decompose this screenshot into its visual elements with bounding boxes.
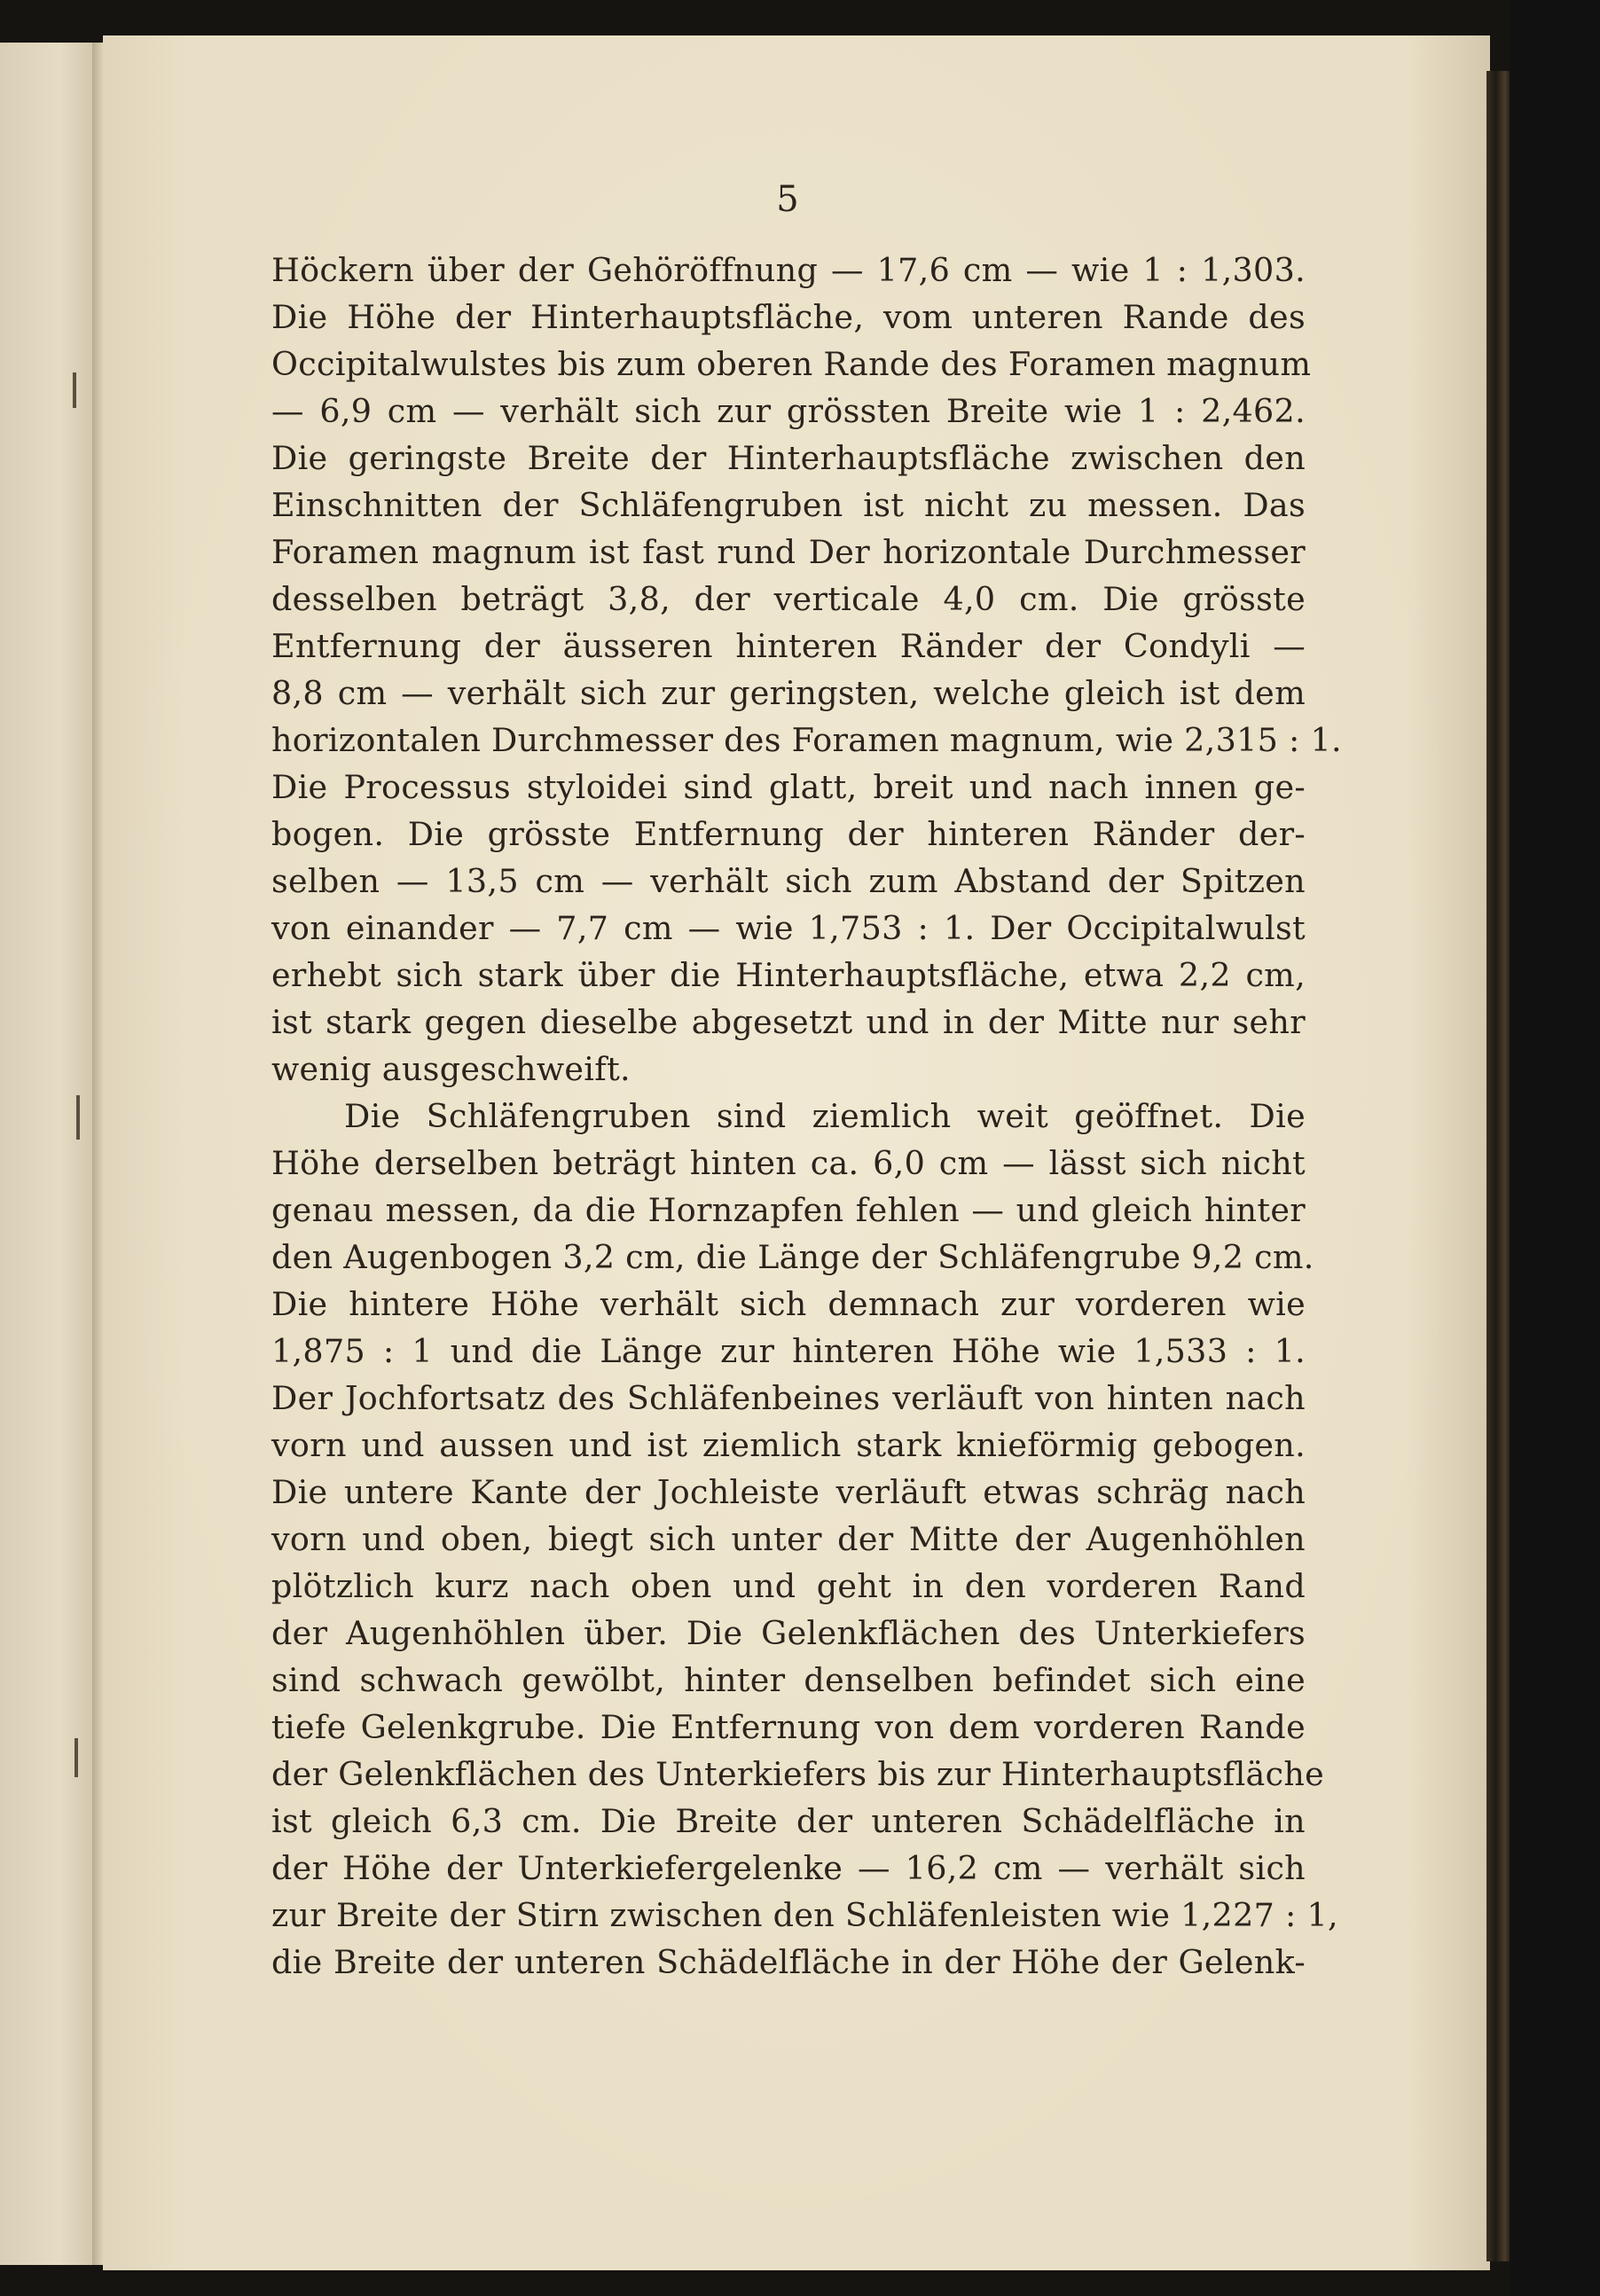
text-line: Die Höhe der Hinterhauptsfläche, vom unteren Rande des bbox=[271, 298, 1306, 336]
text-line: 1,875 : 1 und die Länge zur hinteren Höhe wie 1,533 : 1. bbox=[271, 1332, 1306, 1370]
text-line: Die geringste Breite der Hinterhauptsfläche zwischen den bbox=[271, 439, 1306, 477]
text-line: ist stark gegen dieselbe abgesetzt und in der Mitte nur sehr bbox=[271, 1003, 1306, 1041]
text-line: Die hintere Höhe verhält sich demnach zur vorderen wie bbox=[271, 1285, 1306, 1323]
text-line: zur Breite der Stirn zwischen den Schläfenleisten wie 1,227 : 1, bbox=[271, 1896, 1338, 1934]
margin-mark bbox=[75, 1738, 78, 1777]
facing-page-edge bbox=[0, 43, 99, 2265]
text-line: horizontalen Durchmesser des Foramen magnum, wie 2,315 : 1. bbox=[271, 721, 1342, 759]
text-line: Foramen magnum ist fast rund Der horizontale Durchmesser bbox=[271, 533, 1306, 571]
text-line: sind schwach gewölbt, hinter denselben befindet sich eine bbox=[271, 1661, 1306, 1699]
margin-mark bbox=[76, 1095, 80, 1140]
text-line: der Höhe der Unterkiefergelenke — 16,2 cm — verhält sich bbox=[271, 1849, 1306, 1887]
text-line: 8,8 cm — verhält sich zur geringsten, welche gleich ist dem bbox=[271, 674, 1306, 712]
text-line: selben — 13,5 cm — verhält sich zum Abstand der Spitzen bbox=[271, 862, 1306, 900]
text-line: Die Processus styloidei sind glatt, breit und nach innen ge- bbox=[271, 768, 1306, 806]
text-line: erhebt sich stark über die Hinterhauptsfläche, etwa 2,2 cm, bbox=[271, 956, 1306, 994]
text-line: die Breite der unteren Schädelfläche in der Höhe der Gelenk- bbox=[271, 1943, 1306, 1981]
text-line: den Augenbogen 3,2 cm, die Länge der Schläfengrube 9,2 cm. bbox=[271, 1238, 1314, 1276]
text-line: Höhe derselben beträgt hinten ca. 6,0 cm — lässt sich nicht bbox=[271, 1144, 1306, 1182]
text-line: vorn und oben, biegt sich unter der Mitte der Augenhöhlen bbox=[271, 1520, 1306, 1558]
text-line: ist gleich 6,3 cm. Die Breite der unteren Schädelfläche in bbox=[271, 1802, 1306, 1840]
text-line: Occipitalwulstes bis zum oberen Rande des Foramen magnum bbox=[271, 345, 1312, 383]
margin-mark bbox=[73, 372, 76, 408]
text-line: vorn und aussen und ist ziemlich stark knieförmig gebogen. bbox=[271, 1426, 1306, 1464]
text-line: desselben beträgt 3,8, der verticale 4,0 cm. Die grösste bbox=[271, 580, 1306, 618]
text-line: genau messen, da die Hornzapfen fehlen — und gleich hinter bbox=[271, 1191, 1306, 1229]
text-line: von einander — 7,7 cm — wie 1,753 : 1. Der Occipitalwulst bbox=[271, 909, 1306, 947]
text-line: bogen. Die grösste Entfernung der hinteren Ränder der- bbox=[271, 815, 1306, 853]
text-line: — 6,9 cm — verhält sich zur grössten Breite wie 1 : 2,462. bbox=[271, 392, 1306, 430]
text-line: Die untere Kante der Jochleiste verläuft etwas schräg nach bbox=[271, 1473, 1306, 1511]
text-line: wenig ausgeschweift. bbox=[271, 1050, 631, 1088]
page-number: 5 bbox=[776, 179, 799, 220]
text-line: der Gelenkflächen des Unterkiefers bis zur Hinterhauptsfläche bbox=[271, 1755, 1325, 1793]
text-line: Der Jochfortsatz des Schläfenbeines verläuft von hinten nach bbox=[271, 1379, 1306, 1417]
book-spine-edge bbox=[1486, 71, 1510, 2261]
text-line: Einschnitten der Schläfengruben ist nicht zu messen. Das bbox=[271, 486, 1306, 524]
text-line: Entfernung der äusseren hinteren Ränder der Condyli — bbox=[271, 627, 1306, 665]
text-line: tiefe Gelenkgrube. Die Entfernung von dem vorderen Rande bbox=[271, 1708, 1306, 1746]
text-line: der Augenhöhlen über. Die Gelenkflächen des Unterkiefers bbox=[271, 1614, 1306, 1652]
text-line: Die Schläfengruben sind ziemlich weit geöffnet. Die bbox=[344, 1097, 1306, 1135]
scan-background bbox=[1510, 0, 1600, 2296]
text-line: plötzlich kurz nach oben und geht in den vorderen Rand bbox=[271, 1567, 1306, 1605]
text-line: Höckern über der Gehöröffnung — 17,6 cm — wie 1 : 1,303. bbox=[271, 251, 1306, 289]
body-text bbox=[271, 247, 1342, 1986]
